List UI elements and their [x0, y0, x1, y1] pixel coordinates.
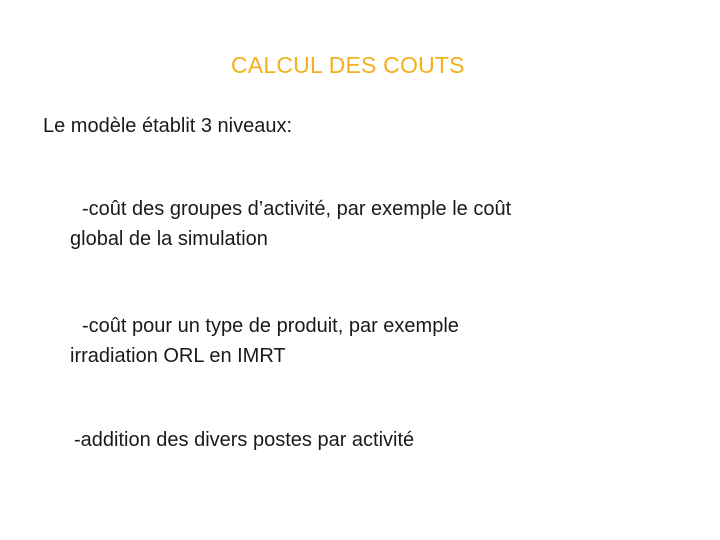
intro-text: Le modèle établit 3 niveaux: — [43, 115, 293, 137]
level-item-1-line-2: global de la simulation — [70, 228, 268, 250]
level-item-2-line-2: irradiation ORL en IMRT — [70, 345, 286, 367]
level-item-3-line-1: -addition des divers postes par activité — [74, 429, 415, 451]
level-item-3 — [74, 425, 414, 455]
level-item-1-line-1: -coût des groupes d’activité, par exemple le coût — [82, 198, 512, 220]
level-item-2 — [70, 311, 459, 371]
level-item-2-line-1: -coût pour un type de produit, par exemple — [82, 315, 459, 337]
slide-title: CALCUL DES COUTS — [231, 52, 465, 78]
level-item-1 — [70, 194, 511, 254]
